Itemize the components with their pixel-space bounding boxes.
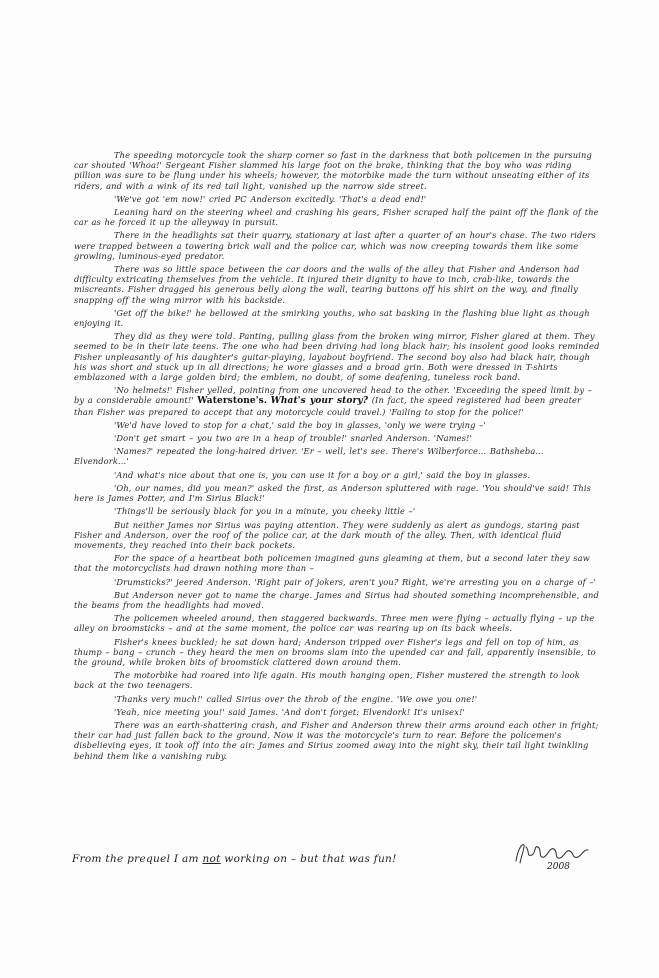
paragraph: There in the headlights sat their quarry, stationary at last after a quarter of an hour's chase. The two riders were trapped between a towering brick wall and the police car, which was now creeping towards them like some growling, luminous-eyed predator. <box>74 230 596 261</box>
paragraph: 'Thanks very much!' called Sirius over the throb of the engine. 'We owe you one!' <box>114 693 478 704</box>
paragraph: Fisher's knees buckled; he sat down hard; Anderson tripped over Fisher's legs and fell on top of him, as thump – bang – crunch – they heard the men on brooms slam into the upended car and fall, apparently insensible, to the ground, while broken bits of broomstick clattered down around them. <box>74 636 596 667</box>
paragraph: 'Yeah, nice meeting you!' said James. 'And don't forget: Elvendork! It's unisex!' <box>114 706 465 717</box>
paragraph: There was so little space between the car doors and the walls of the alley that Fisher and Anderson had difficulty extricating themselves from the vehicle. It injured their dignity to have to inch, crab-like, towards the miscreants. Fisher dragged his generous belly along the wall, tearing buttons off his shirt on the way, and finally snapping off the wing mirror with his backside. <box>74 264 580 305</box>
paragraph: 'And what's nice about that one is, you can use it for a boy or a girl,' said the boy in glasses. <box>114 469 531 480</box>
paragraph: But neither James nor Sirius was paying attention. They were suddenly as alert as gundogs, staring past Fisher and Anderson, over the roof of the police car, at the dark mouth of the alley. Then, with identical fluid movements, they reached into their back pockets. <box>74 519 580 550</box>
paragraph: The speeding motorcycle took the sharp corner so fast in the darkness that both policemen in the pursuing car shouted 'Whoa!' Sergeant Fisher slammed his large foot on the brake, thinking that the boy who was riding pillion was sure to be flung under his wheels; however, the motorbike made the turn without unseating either of its riders, and with a wink of its red tail light, vanished up the narrow side street. <box>74 150 592 191</box>
year-label: 2008 <box>547 862 570 872</box>
author-note-emphasis: not <box>202 853 221 865</box>
waterstones-brand-label: Waterstone's. <box>197 396 268 407</box>
paragraph: 'Get off the bike!' he bellowed at the smirking youths, who sat basking in the flashing blue light as though enjoying it. <box>74 307 590 329</box>
paragraph: 'Don't get smart – you two are in a heap of trouble!' snarled Anderson. 'Names!' <box>114 433 472 444</box>
author-note <box>72 853 572 865</box>
paragraph: 'Oh, our names, did you mean?' asked the first, as Anderson spluttered with rage. 'You should've said! This here is James Potter, and I'm Sirius Black!' <box>74 482 591 504</box>
paragraph-with-brand <box>74 385 600 417</box>
paragraph: The motorbike had roared into life again. His mouth hanging open, Fisher mustered the strength to look back at the two teenagers. <box>74 670 580 691</box>
paragraph: 'No helmets!' Fisher yelled, pointing from one uncovered head to the other. 'Exceeding the speed limit by – by a considerable amount!' <box>74 385 592 406</box>
paragraph: The policemen wheeled around, then staggered backwards. Three men were flying – actually flying – up the alley on broomsticks – and at the same moment, the police car was rearing up on its back wheels. <box>74 613 595 634</box>
paragraph: Leaning hard on the steering wheel and crashing his gears, Fisher scraped half the paint off the flank of the car as he forced it up the alleyway in pursuit. <box>74 207 599 228</box>
paragraph: 'We've got 'em now!' cried PC Anderson excitedly. 'That's a dead end!' <box>114 193 427 204</box>
paragraph: They did as they were told. Panting, pulling glass from the broken wing mirror, Fisher glared at them. They seemed to be in their late teens. The one who had been driving had long black hair; his insolent good looks reminded Fisher unpleasantly of his daughter's guitar-playing, layabout boyfriend. The second boy also had black hair, though his was short and stuck up in all directions; he wore glasses and a broad grin. Both were dressed in T-shirts emblazoned with a large golden bird; the emblem, no doubt, of some deafening, tuneless rock band. <box>74 331 600 383</box>
waterstones-tagline: What's your story? <box>270 396 369 407</box>
paragraph: 'Names?' repeated the long-haired driver. 'Er – well, let's see. There's Wilberforce... Bathsheba... Elvendork...' <box>74 446 544 467</box>
author-note-end: working on – but that was fun! <box>220 853 397 865</box>
author-note-start: From the prequel I am <box>72 853 203 865</box>
paragraph: There was an earth-shattering crash, and Fisher and Anderson threw their arms around each other in fright; their car had just fallen back to the ground. Now it was the motorcycle's turn to rear. Before the policemen's disbelieving eyes, it took off into the air: James and Sirius zoomed away into the night sky, their tail light twinkling behind them like a vanishing ruby. <box>74 719 599 761</box>
paragraph: But Anderson never got to name the charge. James and Sirius had shouted something incomprehensible, and the beams from the headlights had moved. <box>74 589 599 610</box>
handwritten-story <box>74 150 600 764</box>
paragraph: 'Drumsticks?' jeered Anderson. 'Right pair of jokers, aren't you? Right, we're arresting you on a charge of –' <box>114 576 597 587</box>
paragraph: 'We'd have loved to stop for a chat,' said the boy in glasses, 'only we were trying –' <box>114 419 486 430</box>
paragraph: (In fact, the speed registered had been greater than Fisher was prepared to accept that any motorcycle could travel.) 'Failing to stop for the police!' <box>74 395 582 417</box>
paragraph: 'Things'll be seriously black for you in a minute, you cheeky little –' <box>114 506 416 517</box>
paragraph: For the space of a heartbeat both policemen imagined guns gleaming at them, but a second later they saw that the motorcyclists had drawn nothing more than – <box>74 553 590 574</box>
